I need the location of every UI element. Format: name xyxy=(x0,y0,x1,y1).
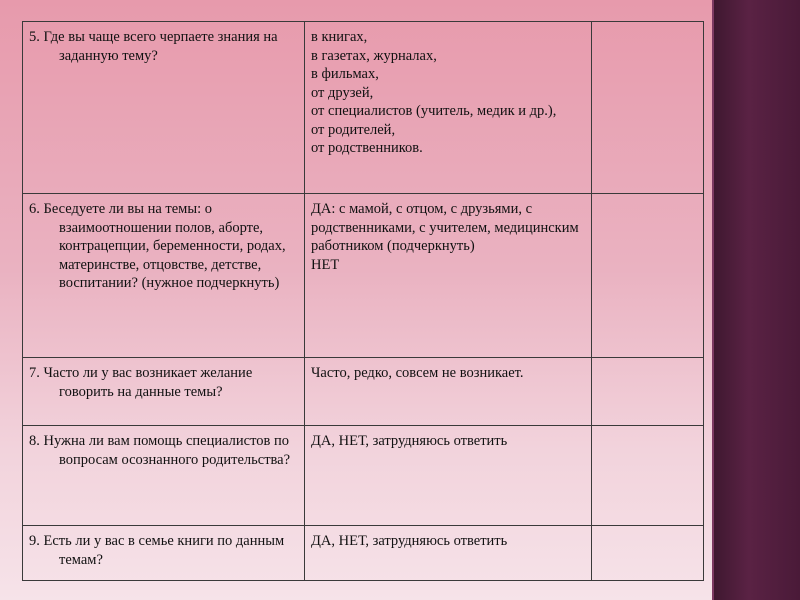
table-row xyxy=(23,194,704,358)
empty-cell xyxy=(592,22,704,194)
answer-cell xyxy=(305,526,592,581)
question-cell xyxy=(23,358,305,426)
answer-cell xyxy=(305,426,592,526)
question-cell xyxy=(23,526,305,581)
empty-cell xyxy=(592,358,704,426)
answer-text: ДА: с мамой, с отцом, с друзьями, с родственниками, с учителем, медицинским работником (подчеркнуть) НЕТ xyxy=(311,201,579,273)
table-row xyxy=(23,526,704,581)
question-text: 6. Беседуете ли вы на темы: о взаимоотношении полов, аборте, контрацепции, беременности, родах, материнстве, отцовстве, детстве, воспитании? (нужное подчеркнуть) xyxy=(29,201,286,292)
question-text: 7. Часто ли у вас возникает желание говорить на данные темы? xyxy=(29,365,253,400)
question-cell xyxy=(23,194,305,358)
answer-cell xyxy=(305,358,592,426)
answer-text: в книгах, в газетах, журналах, в фильмах, от друзей, от специалистов (учитель, медик и др.), от родителей, от родственников. xyxy=(311,29,557,157)
table-row xyxy=(23,22,704,194)
question-cell xyxy=(23,22,305,194)
question-text: 8. Нужна ли вам помощь специалистов по вопросам осознанного родительства? xyxy=(29,433,291,468)
answer-text: Часто, редко, совсем не возникает. xyxy=(311,365,524,381)
empty-cell xyxy=(592,426,704,526)
table-row xyxy=(23,426,704,526)
table-row xyxy=(23,358,704,426)
answer-cell xyxy=(305,194,592,358)
question-cell xyxy=(23,426,305,526)
answer-text: ДА, НЕТ, затрудняюсь ответить xyxy=(311,433,508,449)
question-text: 9. Есть ли у вас в семье книги по данным темам? xyxy=(29,533,285,568)
question-text: 5. Где вы чаще всего черпаете знания на заданную тему? xyxy=(29,29,278,64)
answer-text: ДА, НЕТ, затрудняюсь ответить xyxy=(311,533,508,549)
answer-cell xyxy=(305,22,592,194)
empty-cell xyxy=(592,194,704,358)
survey-table xyxy=(22,21,704,581)
empty-cell xyxy=(592,526,704,581)
decorative-side-band xyxy=(714,0,800,600)
